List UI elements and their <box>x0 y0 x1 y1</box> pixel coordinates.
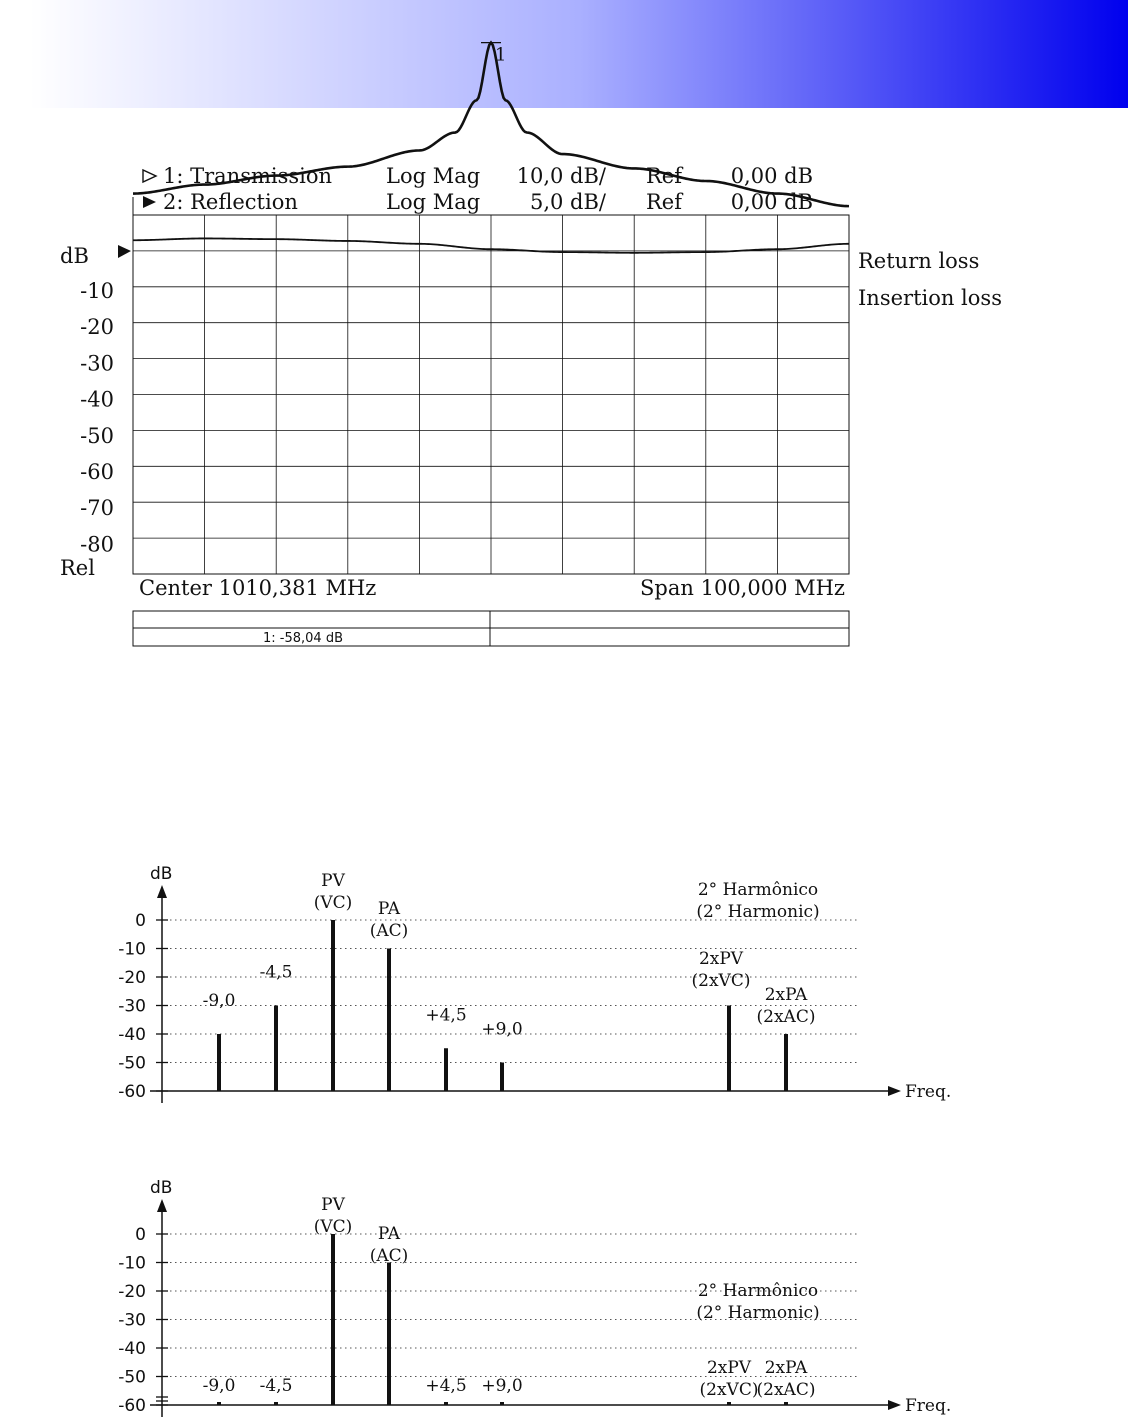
trace-1-open-marker-icon <box>143 170 156 182</box>
x-axis-label: Freq. <box>905 1396 952 1416</box>
header-banner <box>30 0 1128 108</box>
bar-label: 2xPV <box>706 1358 752 1378</box>
trace-format: Log Mag <box>386 164 481 188</box>
span-label: Span 100,000 MHz <box>640 576 845 600</box>
y-axis-arrow-icon <box>157 885 167 898</box>
bar-label: PA <box>377 899 401 919</box>
spectrum-bar <box>444 1402 448 1405</box>
bar-label: PV <box>321 1195 345 1215</box>
y-tick-label: -50 <box>118 1053 146 1074</box>
y-tick-label: -50 <box>80 423 114 448</box>
bar-label: (2xVC) <box>699 1380 759 1400</box>
spectrum-bar <box>331 1234 335 1405</box>
analyzer-footer <box>133 576 849 646</box>
y-tick-label: -10 <box>80 279 114 303</box>
y-unit-label: dB <box>60 244 89 268</box>
x-axis-label: Freq. <box>905 1082 952 1102</box>
spectrum-bar <box>387 1263 391 1406</box>
analyzer-y-axis <box>60 244 114 580</box>
spectrum-chart-2 <box>0 1157 1128 1417</box>
y-tick-label: -10 <box>118 1253 146 1274</box>
spectrum-bar <box>217 1402 221 1405</box>
spectrum-bar <box>217 1034 221 1091</box>
x-axis-arrow-icon <box>888 1400 901 1410</box>
bar-label: +4,5 <box>425 1005 467 1026</box>
harmonic-annotation: (2° Harmonic) <box>696 902 820 922</box>
bar-label: 2xPV <box>698 949 744 969</box>
trace-label: 2: Reflection <box>163 190 298 214</box>
spectrum-bar <box>727 1006 731 1092</box>
trace-format: Log Mag <box>386 190 481 214</box>
bar-label: +9,0 <box>481 1019 523 1040</box>
bar-label: PV <box>321 871 345 891</box>
y-tick-label: -70 <box>80 496 114 521</box>
spectrum-bar <box>784 1034 788 1091</box>
y-tick-label: -30 <box>80 351 114 376</box>
x-axis-arrow-icon <box>888 1086 901 1096</box>
trace-ref-value: 0,00 dB <box>730 190 813 214</box>
trace-ref-value: 0,00 dB <box>730 164 813 188</box>
spectrum-bar <box>444 1048 448 1091</box>
bar-label: (VC) <box>313 1217 353 1237</box>
y-tick-label: -20 <box>80 315 114 340</box>
bar-label: -9,0 <box>202 1376 236 1396</box>
center-frequency-label: Center 1010,381 MHz <box>139 576 377 600</box>
harmonic-annotation: (2° Harmonic) <box>696 1303 820 1323</box>
marker-1-label: 1 <box>495 44 507 66</box>
y-tick-label: -40 <box>118 1339 146 1359</box>
spectrum-bar <box>500 1402 504 1405</box>
y-axis-arrow-icon <box>157 1199 167 1212</box>
y-tick-label: -10 <box>118 939 146 960</box>
spectrum-bar <box>500 1063 504 1092</box>
bar-label: -9,0 <box>202 991 236 1011</box>
analyzer-header <box>143 164 813 214</box>
bar-label: +9,0 <box>481 1376 523 1396</box>
y-tick-label: -60 <box>118 1396 146 1416</box>
bar-label: 2xPA <box>764 1358 808 1378</box>
spectrum-bar <box>784 1402 788 1405</box>
reference-level-marker-icon <box>118 245 131 258</box>
y-tick-label: -20 <box>118 1282 146 1302</box>
harmonic-annotation: 2° Harmônico <box>697 1281 819 1301</box>
y-tick-label: -60 <box>118 1082 146 1102</box>
bar-label: (2xAC) <box>756 1380 816 1400</box>
bar-label: -4,5 <box>259 1376 293 1396</box>
spectrum-bar <box>331 920 335 1091</box>
bar-label: 2xPA <box>764 985 808 1005</box>
spectrum-bar <box>387 949 391 1092</box>
y-tick-label: -30 <box>118 996 146 1017</box>
bar-label: (VC) <box>313 893 353 913</box>
bar-label: (2xAC) <box>756 1007 816 1027</box>
spectrum-bar <box>727 1402 731 1405</box>
harmonic-annotation: 2° Harmônico <box>697 880 819 900</box>
rel-label: Rel <box>60 556 95 580</box>
trace-scale: 5,0 dB/ <box>529 190 606 214</box>
trace-ref-label: Ref <box>646 190 683 214</box>
y-tick-label: -20 <box>118 968 146 988</box>
trace-scale: 10,0 dB/ <box>516 164 606 188</box>
y-tick-label: 0 <box>135 911 146 931</box>
trace-ref-label: Ref <box>646 164 683 188</box>
trace-2-filled-marker-icon <box>143 196 156 208</box>
bar-label: (AC) <box>369 921 409 941</box>
y-tick-label: -40 <box>118 1025 146 1045</box>
y-tick-label: -50 <box>118 1367 146 1388</box>
bar-label: -4,5 <box>259 962 293 983</box>
y-axis-label: dB <box>150 1178 173 1198</box>
insertion-loss-label: Insertion loss <box>858 286 1002 310</box>
y-tick-label: 0 <box>135 1225 146 1245</box>
trace-label: 1: Transmission <box>163 164 333 188</box>
y-tick-label: -60 <box>80 460 114 484</box>
spectrum-bar <box>274 1402 278 1405</box>
y-tick-label: -30 <box>118 1310 146 1331</box>
bar-label: PA <box>377 1224 401 1244</box>
bar-label: +4,5 <box>425 1376 467 1396</box>
marker-readout: 1: -58,04 dB <box>263 631 343 646</box>
analyzer-grid <box>118 197 849 574</box>
y-tick-label: -40 <box>80 387 114 412</box>
spectrum-bar <box>274 1006 278 1092</box>
spectrum-chart-1 <box>0 858 1128 1118</box>
return-loss-label: Return loss <box>858 249 980 273</box>
y-axis-label: dB <box>150 864 173 884</box>
bar-label: (2xVC) <box>691 971 751 991</box>
bar-label: (AC) <box>369 1246 409 1266</box>
y-tick-label: -80 <box>80 532 114 557</box>
network-analyzer-chart <box>0 44 1128 810</box>
